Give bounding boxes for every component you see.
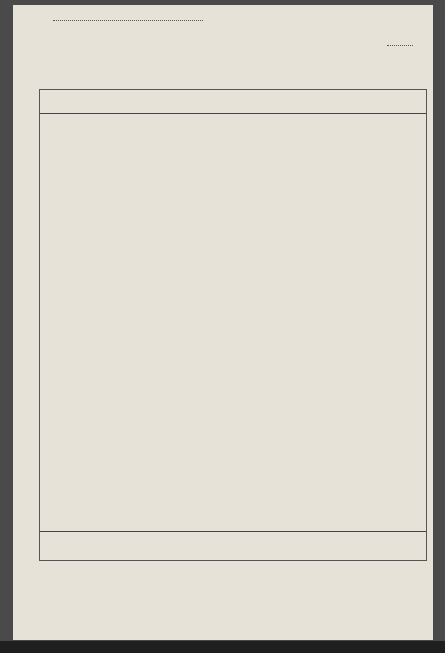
archive-footer [0,641,445,653]
header-divider [40,113,426,114]
strength-table [39,89,427,561]
serial-number [387,41,415,48]
serial-field[interactable] [387,41,413,46]
form-sheet [13,5,433,640]
unit-field[interactable] [53,13,203,21]
carried-forward-divider [40,531,426,532]
